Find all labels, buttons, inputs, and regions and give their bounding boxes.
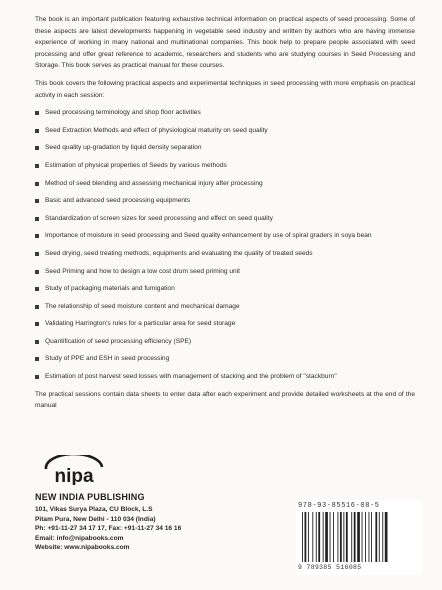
list-item: Seed Extraction Methods and effect of physiological maturity on seed quality bbox=[35, 125, 415, 137]
list-item: Standardization of screen sizes for seed processing and effect on seed quality bbox=[35, 213, 415, 225]
topics-list bbox=[35, 107, 415, 383]
intro-paragraph-1: The book is an important publication featuring exhaustive technical information on practical aspects of seed processing. Some of these aspects are latest developments happening in vegetable seed industry and written by authors who are having immense experience of working in many national and multinational companies. This book help to prepare people associated with seed processing and offer great reference to academic, researchers and students who are studying courses in Seed Processing and Storage. This book serves as practical manual for these courses. bbox=[35, 16, 415, 70]
list-item: Seed drying, seed treating methods, equipments and evaluating the quality of treated seeds bbox=[35, 248, 415, 260]
list-item: Estimation of post harvest seed losses with management of stacking and the problem of "stackburn" bbox=[35, 371, 415, 383]
isbn-label: 978-93-85516-08-5 bbox=[298, 502, 380, 510]
list-item: Study of packaging materials and fumigation bbox=[35, 283, 415, 295]
list-item: Seed quality up-gradation by liquid density separation bbox=[35, 142, 415, 154]
closing-paragraph: The practical sessions contain data sheets to enter data after each experiment and provide detailed worksheets at the end of the manual bbox=[35, 390, 415, 410]
email: Email: info@nipabooks.com bbox=[35, 534, 124, 542]
publisher-info bbox=[35, 493, 235, 552]
website: Website: www.nipabooks.com bbox=[35, 544, 130, 552]
list-item: Quantification of seed processing efficiency (SPE) bbox=[35, 336, 415, 348]
barcode bbox=[296, 500, 422, 575]
barcode-digits: 9 789385 516085 bbox=[298, 564, 362, 571]
list-item: The relationship of seed moisture content and mechanical damage bbox=[35, 301, 415, 313]
list-item: Estimation of physical properties of Seeds by various methods bbox=[35, 160, 415, 172]
publisher-logo bbox=[40, 455, 108, 485]
list-item: Seed Priming and how to design a low cost drum seed priming unit bbox=[35, 266, 415, 278]
list-item: Basic and advanced seed processing equipments bbox=[35, 195, 415, 207]
address-line-2: Pitam Pura, New Delhi - 110 034 (India) bbox=[35, 515, 156, 523]
list-item: Validating Harrington's rules for a particular area for seed storage bbox=[35, 318, 415, 330]
address-line-1: 101, Vikas Surya Plaza, CU Block, L.S bbox=[35, 506, 153, 514]
list-item: Study of PPE and ESH in seed processing bbox=[35, 353, 415, 365]
intro-paragraph-2: This book covers the following practical aspects and experimental techniques in seed processing with more emphasis on practical activity in each session: bbox=[35, 79, 415, 99]
nipa-logo-icon bbox=[40, 455, 108, 485]
phone-fax: Ph: +91-11-27 34 17 17, Fax: +91-11-27 34 16 16 bbox=[35, 525, 182, 533]
publisher-name: NEW INDIA PUBLISHING bbox=[35, 492, 145, 502]
list-item: Method of seed blending and assessing mechanical injury after processing bbox=[35, 178, 415, 190]
description bbox=[35, 14, 415, 418]
list-item: Seed processing terminology and shop floor activities bbox=[35, 107, 415, 119]
logo-text: nipa bbox=[54, 466, 94, 485]
barcode-icon bbox=[298, 512, 420, 564]
list-item: Importance of moisture in seed processing and Seed quality enhancement by use of spiral graders in soya bean bbox=[35, 230, 415, 242]
